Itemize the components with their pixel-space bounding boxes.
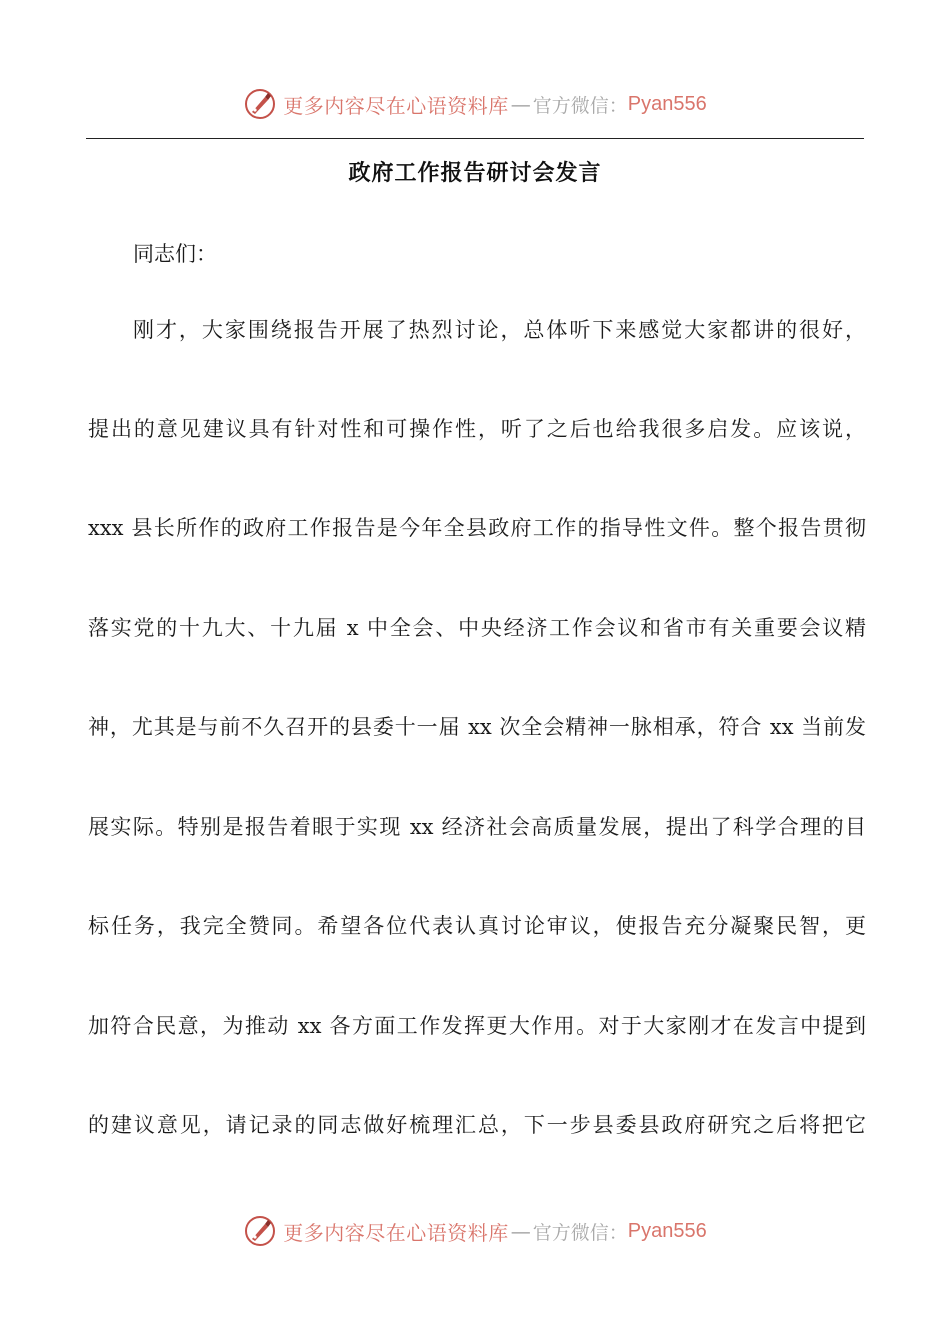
header-banner: [0, 84, 950, 124]
body-line: 展实际。特别是报告着眼于实现 xx 经济社会高质量发展，提出了科学合理的目: [88, 815, 866, 839]
pen-nib-logo-icon: [243, 87, 277, 121]
body-line: 标任务，我完全赞同。希望各位代表认真讨论审议，使报告充分凝聚民智，更: [88, 914, 866, 938]
banner-brand-text: 更多内容尽在心语资料库: [283, 1220, 509, 1245]
banner-wechat-label: 官方微信：: [532, 94, 628, 117]
salutation: 同志们：: [133, 242, 217, 266]
footer-banner: [0, 1211, 950, 1251]
header-divider: [86, 138, 864, 139]
body-line: 刚才，大家围绕报告开展了热烈讨论，总体听下来感觉大家都讲的很好，: [133, 318, 866, 342]
body-line: 落实党的十九大、十九届 x 中全会、中央经济工作会议和省市有关重要会议精: [88, 616, 866, 640]
banner-wechat-id: Pyan556: [627, 1219, 707, 1242]
banner-dash: —: [510, 1219, 531, 1243]
banner-brand-text: 更多内容尽在心语资料库: [283, 93, 509, 118]
body-line: 神，尤其是与前不久召开的县委十一届 xx 次全会精神一脉相承，符合 xx 当前发: [88, 715, 866, 739]
body-line: 加符合民意，为推动 xx 各方面工作发挥更大作用。对于大家刚才在发言中提到: [88, 1014, 866, 1038]
document-title: 政府工作报告研讨会发言: [348, 160, 602, 186]
body-line: xxx 县长所作的政府工作报告是今年全县政府工作的指导性文件。整个报告贯彻: [88, 516, 866, 540]
banner-dash: —: [510, 92, 531, 116]
body-line: 的建议意见，请记录的同志做好梳理汇总，下一步县委县政府研究之后将把它: [88, 1113, 866, 1137]
banner-wechat-label: 官方微信：: [532, 1221, 628, 1244]
body-line: 提出的意见建议具有针对性和可操作性，听了之后也给我很多启发。应该说，: [88, 417, 866, 441]
banner-wechat-id: Pyan556: [627, 92, 707, 115]
pen-nib-logo-icon: [243, 1214, 277, 1248]
